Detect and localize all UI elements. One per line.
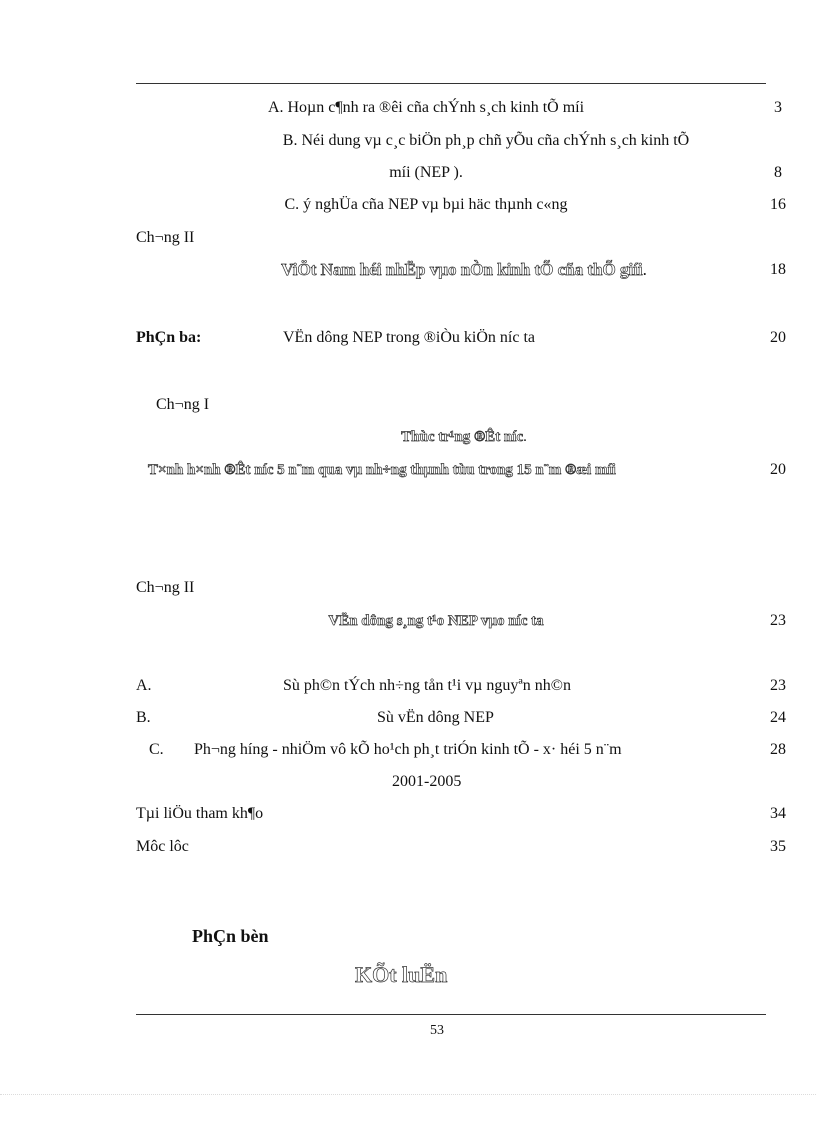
toc-item-b-text[interactable]: Sù vËn dông NEP: [377, 709, 494, 726]
toc-item-b-label: B.: [136, 709, 151, 726]
toc-chapter-ii-title-dot: .: [642, 260, 647, 279]
toc-chapter-ii-b-title-text: VËn dông s¸ng t¹o NEP vµo níc ta: [328, 613, 544, 629]
part-four-label: PhÇn bèn: [192, 926, 269, 946]
toc-page-20b: 20: [770, 461, 786, 478]
toc-page-16: 16: [770, 196, 786, 213]
toc-chapter-ii-b-heading: Ch¬ng II: [136, 579, 195, 596]
toc-chapter-ii-b-title[interactable]: [136, 611, 736, 631]
toc-part-three-title[interactable]: VËn dông NEP trong ®iÒu kiÖn níc ta: [283, 329, 535, 346]
toc-chapter-i-title-dot: .: [523, 429, 527, 445]
toc-item-a-text[interactable]: Sù ph©n tÝch nh÷ng tån t¹i vµ nguyªn nh©n: [283, 677, 571, 694]
toc-page-35: 35: [770, 838, 786, 855]
bottom-dotted-line: [0, 1094, 816, 1095]
toc-chapter-i-title[interactable]: [136, 427, 792, 447]
top-rule: [136, 83, 766, 84]
toc-page-18: 18: [770, 261, 786, 278]
toc-entry-c[interactable]: C. ý nghÜa cña NEP vµ bµi häc thµnh c«ng: [284, 196, 568, 213]
toc-chapter-ii-heading: Ch¬ng II: [136, 229, 195, 246]
toc-page-3: 3: [774, 99, 782, 116]
bottom-rule: [136, 1014, 766, 1015]
page-number: 53: [430, 1023, 444, 1038]
toc-item-c-text-line2[interactable]: 2001-2005: [392, 773, 462, 790]
toc-page-8: 8: [774, 164, 782, 181]
toc-chapter-i-title-text: Thùc tr¹ng ®Êt níc: [401, 429, 524, 445]
toc-item-c-label: C.: [149, 741, 164, 758]
toc-chapter-i-heading: Ch¬ng I: [156, 396, 210, 413]
toc-page-20a: 20: [770, 329, 786, 346]
toc-chapter-i-subtitle-text: T×nh h×nh ®Êt níc 5 n¨m qua vµ nh÷ng thµnh tùu trong 15 n¨m ®æi míi: [148, 462, 616, 478]
toc-chapter-ii-title-text: ViÖt Nam héi nhËp vµo nÒn kinh tÕ cña thÕ giíi: [281, 260, 643, 279]
toc-contents[interactable]: Môc lôc: [136, 838, 189, 855]
toc-chapter-i-subtitle[interactable]: [148, 460, 616, 480]
toc-entry-b-line2[interactable]: míi (NEP ).: [389, 164, 463, 181]
toc-references[interactable]: Tµi liÖu tham kh¶o: [136, 805, 264, 822]
toc-chapter-ii-title[interactable]: [136, 260, 792, 280]
part-four-title: KÕt luËn: [355, 962, 448, 987]
toc-page-24: 24: [770, 709, 786, 726]
toc-entry-b-line1[interactable]: B. Néi dung vµ c¸c biÖn ph¸p chñ yÕu cña chÝnh s¸ch kinh tÕ: [282, 132, 690, 149]
toc-item-c-text-line1[interactable]: Ph¬ng híng - nhiÖm vô kÕ ho¹ch ph¸t triÓn kinh tÕ - x· héi 5 n¨m: [194, 741, 622, 758]
toc-page-28: 28: [770, 741, 786, 758]
toc-item-a-label: A.: [136, 677, 152, 694]
toc-page-23b: 23: [770, 677, 786, 694]
toc-page-23a: 23: [770, 612, 786, 629]
toc-page-34: 34: [770, 805, 786, 822]
toc-part-three-label: PhÇn ba:: [136, 329, 202, 346]
toc-entry-a[interactable]: A. Hoµn c¶nh ra ®êi cña chÝnh s¸ch kinh tÕ míi: [267, 99, 585, 116]
